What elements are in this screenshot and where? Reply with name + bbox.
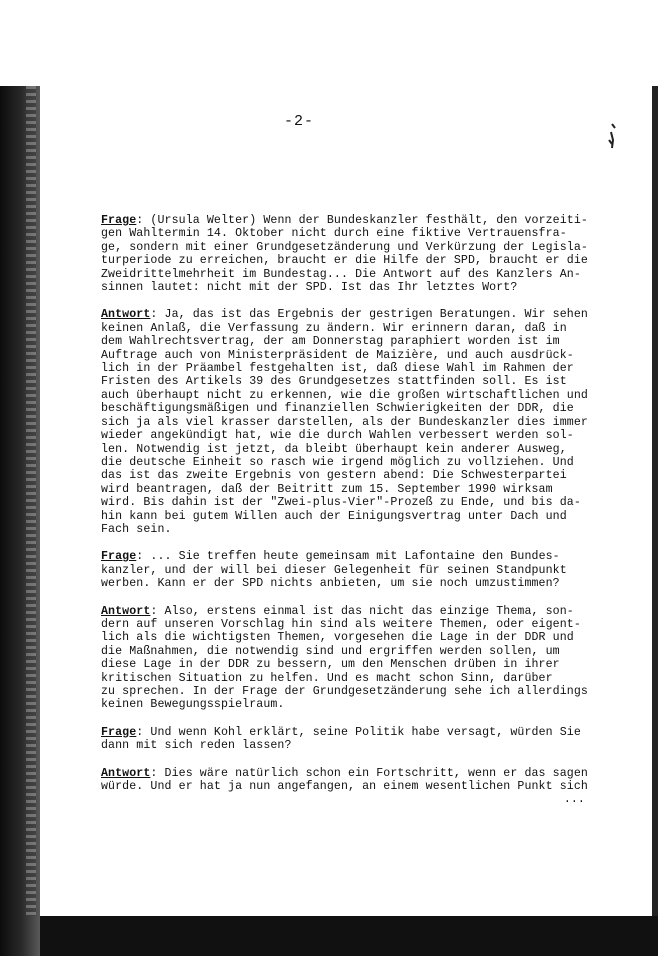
speaker-label: Antwort: [101, 308, 151, 322]
scan-bottom-edge: [40, 916, 658, 956]
scan-right-edge: [652, 86, 658, 916]
paragraph-answer-1: [101, 308, 601, 536]
paragraph-question-3: [101, 726, 601, 753]
speaker-label: Frage: [101, 214, 137, 227]
paragraph-question-2: [101, 550, 601, 590]
page-number: -2-: [284, 113, 315, 130]
paragraph-question-1: [101, 214, 601, 294]
paragraph-text: : (Ursula Welter) Wenn der Bundeskanzler festhält, den vorzeiti- gen Wahltermin 14. Oktober nicht durch eine fiktive Vertrauensfra- ge, sondern mit einer Grundgesetzänderung und Verkürzung der Legisla- turperiode zu erreichen, braucht er die Hilfe der SPD, braucht er die Zweidrittelmehrheit im Bundestag... Die Antwort auf des Kanzlers An- sinnen lautet: nicht mit der SPD. Ist das Ihr letztes Wort?: [101, 214, 588, 295]
paragraph-text: : Also, erstens einmal ist das nicht das einzige Thema, son- dern auf unseren Vorschlag hin sind als weitere Themen, oder eigent- lich als die wichtigsten Themen, vorgesehen die Lage in der DDR und die Maßnahmen, die notwendig sind und ergriffen werden sollen, um diese Lage in der DDR zu bessern, um den Menschen drüben in ihrer kritischen Situation zu helfen. Und es macht schon Sinn, darüber zu sprechen. In der Frage der Grundgesetzänderung sehe ich allerdings keinen Bewegungsspielraum.: [101, 604, 588, 712]
margin-pen-mark: [606, 122, 620, 162]
speaker-label: Antwort: [101, 766, 151, 780]
continuation-mark: ...: [563, 793, 585, 807]
paragraph-answer-2: [101, 605, 601, 712]
paragraph-answer-3: [101, 767, 601, 794]
scan-left-staple-band: [26, 86, 36, 916]
paragraph-text: : Dies wäre natürlich schon ein Fortschritt, wenn er das sagen würde. Und er hat ja nun angefangen, an einem wesentlichen Punkt sich: [101, 766, 588, 794]
paragraph-text: : ... Sie treffen heute gemeinsam mit Lafontaine den Bundes- kanzler, und der will bei dieser Gelegenheit für seinen Standpunkt werben. Kann er der SPD nichts anbieten, um sie noch umzustimmen?: [101, 550, 567, 591]
interview-body: [101, 214, 601, 807]
speaker-label: Frage: [101, 550, 137, 564]
speaker-label: Frage: [101, 725, 137, 739]
speaker-label: Antwort: [101, 604, 151, 618]
paragraph-text: : Und wenn Kohl erklärt, seine Politik habe versagt, würden Sie dann mit sich reden lassen?: [101, 725, 581, 753]
scan-top-margin: [0, 0, 658, 86]
paragraph-text: : Ja, das ist das Ergebnis der gestrigen Beratungen. Wir sehen keinen Anlaß, die Verfassung zu ändern. Wir erinnern daran, daß in dem Wahlrechtsvertrag, der am Donnerstag paraphiert worden ist im Auftrage auch von Ministerpräsident de Maizière, und auch ausdrück- lich in der Präambel festgehalten ist, daß diese Wahl im Rahmen der Fristen des Artikels 39 des Grundgesetzes stattfinden soll. Es ist auch überhaupt nicht zu erkennen, wie die großen wirtschaftlichen und beschäftigungsmäßigen und finanziellen Schwierigkeiten der DDR, die sich ja als viel krasser darstellen, als der Bundeskanzler dies immer wieder angekündigt hat, wie die durch Wahlen verbessert werden sol- len. Notwendig ist jetzt, da bleibt überhaupt kein anderer Ausweg, die deutsche Einheit so rasch wie irgend möglich zu vollziehen. Und das ist das zweite Ergebnis von gestern abend: Die Schwesterpartei wird beantragen, daß der Beitritt zum 15. September 1990 wirksam wird. Bis dahin ist der "Zwei-plus-Vier"-Prozeß zu Ende, und bis da- hin kann bei gutem Willen auch der Einigungsvertrag unter Dach und Fach sein.: [101, 308, 588, 536]
